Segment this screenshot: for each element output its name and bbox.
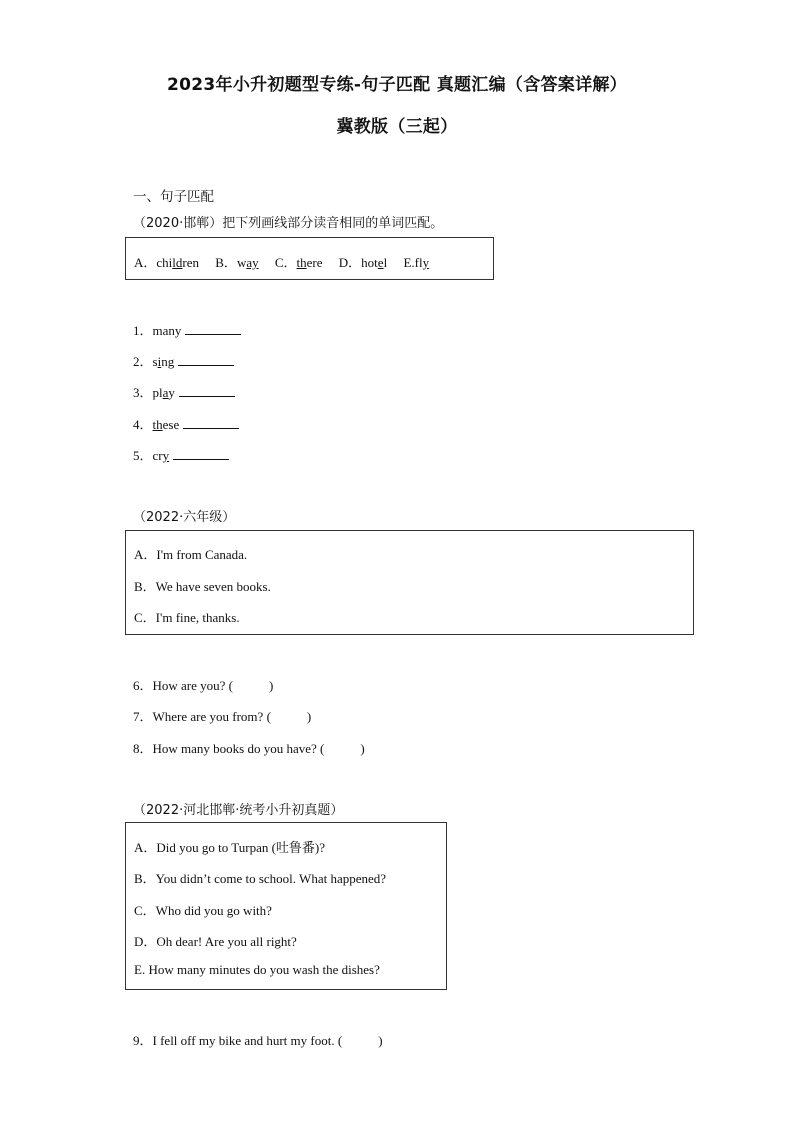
group2-source: （2022·六年级） [133,510,236,525]
group1-options-line [134,252,442,271]
option-e: E. How many minutes do you wash the dishes? [134,962,380,977]
option-e: E.fly [403,255,430,270]
option-c: C．there [274,255,323,270]
option-d: D．Oh dear! Are you all right? [134,934,297,949]
question-4: 4．these [133,414,239,433]
option-a: A．I'm from Canada. [134,547,248,562]
answer-blank[interactable] [179,384,235,397]
question-8: 8．How many books do you have? ( ) [133,741,365,756]
question-9: 9．I fell off my bike and hurt my foot. ( ) [133,1033,383,1048]
answer-blank[interactable] [183,416,239,429]
question-2: 2．sing [133,351,234,370]
question-1: 1．many [133,320,241,339]
group3-options-box [125,822,447,990]
group3-source: （2022·河北邯郸·统考小升初真题） [133,803,344,818]
option-c: C．I'm fine, thanks. [134,610,240,625]
question-3: 3．play [133,382,235,401]
section-heading: 一、句子匹配 [133,189,214,205]
group1-source: （2020·邯郸）把下列画线部分读音相同的单词匹配。 [133,216,444,231]
group1-options-box [125,237,494,280]
answer-blank[interactable] [178,353,234,366]
question-7: 7．Where are you from? ( ) [133,709,312,724]
document-subtitle: 冀教版（三起） [336,117,458,137]
option-a: A．children [134,255,200,270]
question-5: 5．cry [133,445,229,464]
document-title: 2023年小升初题型专练-句子匹配 真题汇编（含答案详解） [167,75,627,95]
group2-options-box [125,530,694,635]
option-b: B．We have seven books. [134,579,271,594]
question-6: 6．How are you? ( ) [133,678,274,693]
option-a: A．Did you go to Turpan (吐鲁番)? [134,840,326,855]
option-b: B．way [215,255,259,270]
option-d: D．hotel [338,255,388,270]
option-c: C．Who did you go with? [134,903,272,918]
answer-blank[interactable] [185,322,241,335]
answer-blank[interactable] [173,447,229,460]
option-b: B．You didn’t come to school. What happened? [134,871,387,886]
